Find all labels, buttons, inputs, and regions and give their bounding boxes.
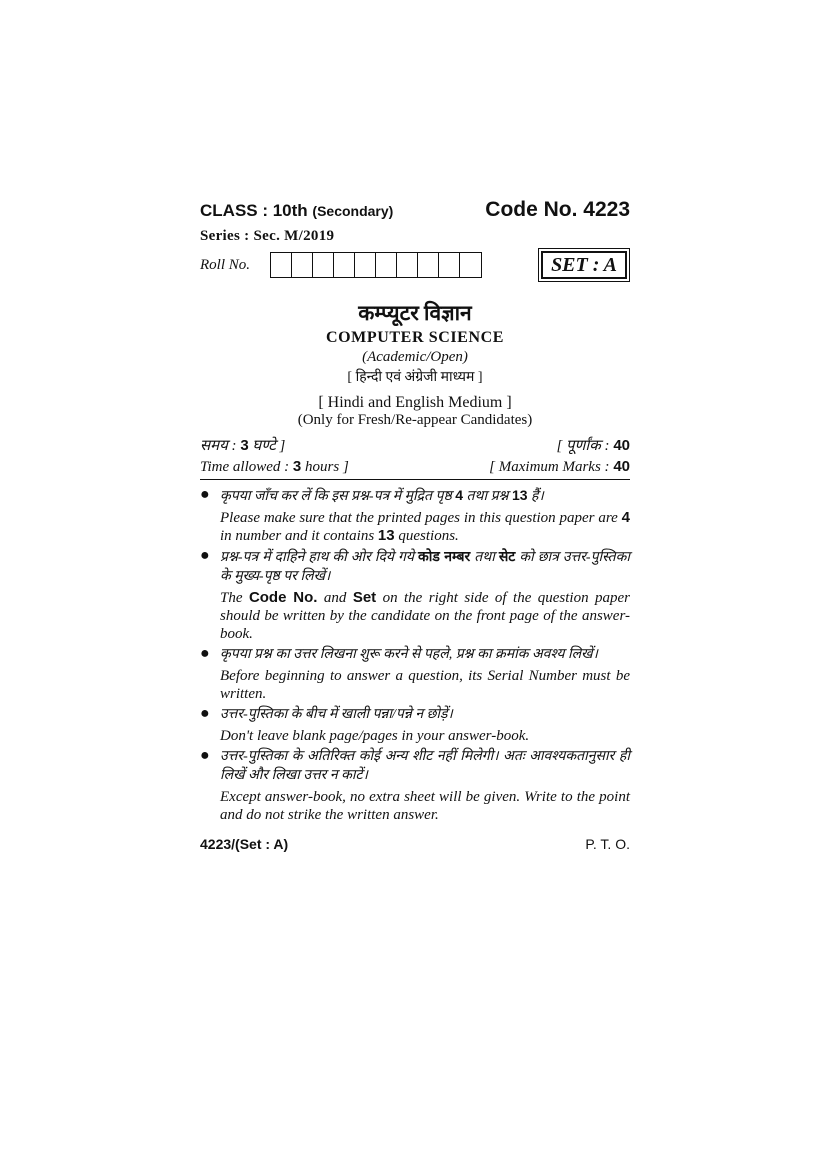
roll-box (271, 253, 292, 277)
text: Please make sure that the printed pages in this question paper are (220, 510, 622, 526)
roll-box (292, 253, 313, 277)
text-bold: 4 (621, 509, 630, 526)
instruction-item (200, 705, 630, 745)
text-bold: 13 (377, 527, 395, 544)
instruction-english: Don't leave blank page/pages in your answer-book. (220, 728, 530, 744)
instruction-item (200, 547, 630, 643)
series-label: Series : Sec. M/2019 (200, 228, 335, 244)
page-footer (200, 836, 630, 852)
bullet-icon: ● (200, 747, 210, 764)
roll-box (418, 253, 439, 277)
time-marks-english (200, 458, 630, 480)
instruction-hindi (220, 486, 630, 506)
marks-english-label: [ Maximum Marks : (489, 459, 614, 475)
time-english-value: 3 (292, 458, 302, 475)
class-text: CLASS : 10th (200, 201, 308, 220)
bullet-icon: ● (200, 547, 210, 564)
footer-pto: P. T. O. (585, 836, 630, 852)
roll-number-boxes (270, 252, 482, 278)
marks-english (489, 458, 630, 476)
time-hindi (200, 435, 285, 455)
footer-code: 4223/(Set : A) (200, 836, 289, 852)
roll-box (355, 253, 376, 277)
roll-box (334, 253, 355, 277)
instruction-english: Except answer-book, no extra sheet will be given. Write to the point and do not strike the written answer. (220, 789, 630, 823)
marks-hindi-label: [ पूर्णांक : (556, 438, 614, 454)
text-bold: Code No. (248, 589, 318, 606)
text: in number and it contains (220, 528, 378, 544)
text-bold: कोड नम्बर (417, 548, 471, 564)
time-english (200, 458, 349, 476)
text-bold: 13 (511, 487, 528, 503)
text: तथा प्रश्न (463, 489, 512, 504)
time-hindi-unit: घण्टे ] (248, 438, 286, 454)
roll-box (313, 253, 334, 277)
hindi-title: कम्प्यूटर विज्ञान (358, 301, 472, 325)
text: हैं। (527, 489, 544, 504)
marks-hindi (556, 435, 630, 455)
instruction-hindi: कृपया प्रश्न का उत्तर लिखना शुरू करने से पहले, प्रश्न का क्रमांक अवश्य लिखें। (220, 647, 598, 662)
time-english-label: Time allowed : (200, 459, 293, 475)
text-bold: 4 (455, 487, 464, 503)
instruction-item (200, 747, 630, 824)
instruction-hindi: उत्तर-पुस्तिका के बीच में खाली पन्ना/पन्ने न छोड़ें। (220, 707, 453, 722)
marks-hindi-value: 40 (613, 437, 630, 454)
medium-hindi: [ हिन्दी एवं अंग्रेजी माध्यम ] (347, 370, 483, 385)
roll-box (376, 253, 397, 277)
instructions-list (200, 486, 630, 824)
set-label: SET : A (541, 251, 627, 279)
question-paper-cover (200, 198, 630, 852)
time-english-unit: hours ] (301, 459, 349, 475)
text: and (317, 590, 353, 606)
instruction-hindi: उत्तर-पुस्तिका के अतिरिक्त कोई अन्य शीट नहीं मिलेगी। अतः आवश्यकतानुसार ही लिखें और लिखा उत्तर न काटें। (220, 749, 630, 783)
roll-number-label: Roll No. (200, 256, 251, 273)
roll-box (397, 253, 418, 277)
header-row (200, 198, 630, 222)
text: on the right side of the question paper should be written by the candidate on the front page of the answer-book. (220, 590, 631, 642)
text: questions. (394, 528, 459, 544)
class-section: (Secondary) (312, 203, 394, 219)
stream-label: (Academic/Open) (362, 349, 468, 365)
instruction-item (200, 645, 630, 703)
class-label (200, 201, 393, 221)
text: को छात्र उत्तर-पुस्तिका के मुख्य-पृष्ठ पर लिखें। (220, 550, 630, 584)
english-title: COMPUTER SCIENCE (325, 329, 505, 346)
text-bold: Set (352, 589, 377, 606)
roll-box (460, 253, 481, 277)
medium-english: [ Hindi and English Medium ] (318, 394, 512, 411)
time-hindi-label: समय : (200, 438, 241, 454)
text: तथा (470, 550, 499, 565)
bullet-icon: ● (200, 705, 210, 722)
instruction-english: Before beginning to answer a question, its Serial Number must be written. (220, 668, 630, 702)
candidates-note: (Only for Fresh/Re-appear Candidates) (297, 412, 533, 428)
text-bold: सेट (498, 548, 516, 564)
text: प्रश्न-पत्र में दाहिने हाथ की ओर दिये गये (220, 550, 418, 565)
roll-number-row (200, 251, 630, 279)
marks-english-value: 40 (613, 458, 630, 475)
instruction-english (220, 589, 630, 643)
text: कृपया जाँच कर लें कि इस प्रश्न-पत्र में मुद्रित पृष्ठ (220, 489, 456, 504)
roll-box (439, 253, 460, 277)
instruction-item (200, 486, 630, 545)
text: The (220, 590, 249, 606)
time-marks-hindi (200, 435, 630, 455)
bullet-icon: ● (200, 645, 210, 662)
instruction-hindi (220, 547, 630, 586)
bullet-icon: ● (200, 486, 210, 503)
time-hindi-value: 3 (240, 437, 249, 454)
instruction-english (220, 509, 630, 545)
code-number: Code No. 4223 (485, 198, 630, 221)
